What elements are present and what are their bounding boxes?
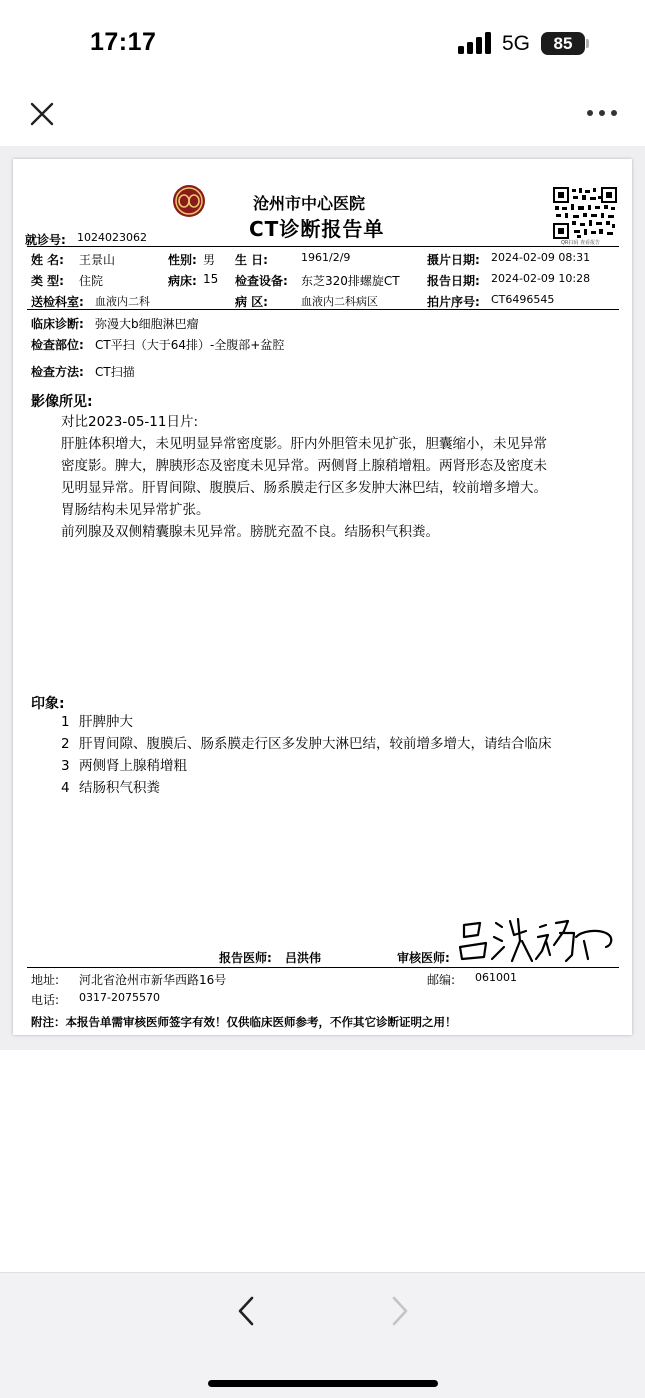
impression-item: 2 肝胃间隙、腹膜后、肠系膜走行区多发肿大淋巴结，较前增多增大，请结合临床	[61, 736, 552, 752]
clinical-diagnosis: 弥漫大b细胞淋巴瘤	[95, 317, 199, 331]
findings-line: 密度影。脾大，脾胰形态及密度未见异常。两侧肾上腺稍增粗。两肾形态及密度未	[61, 458, 547, 474]
patient-name: 王景山	[79, 253, 116, 267]
impression-list	[61, 711, 552, 799]
findings-line: 对比2023-05-11日片:	[61, 414, 199, 430]
bottom-toolbar	[0, 1272, 645, 1398]
patient-type: 住院	[79, 274, 104, 288]
postcode-label: 邮编:	[427, 973, 456, 987]
ward: 血液内二科病区	[301, 295, 378, 308]
report-date: 2024-02-09 10:28	[491, 272, 591, 285]
hospital-logo	[173, 185, 205, 217]
report-doctor-label: 报告医师:	[219, 951, 272, 965]
shoot-date: 2024-02-09 08:31	[491, 251, 591, 264]
hospital-name: 沧州市中心医院	[253, 194, 366, 213]
findings-text	[61, 411, 609, 543]
patient-sex: 男	[203, 253, 216, 267]
type-label: 类 型:	[31, 274, 64, 288]
department: 血液内二科	[95, 295, 150, 308]
film-no: CT6496545	[491, 293, 555, 306]
phone-label: 电话:	[31, 993, 60, 1007]
report-title: CT诊断报告单	[249, 217, 385, 241]
qr-code-icon	[553, 187, 617, 239]
visit-no-label: 就诊号:	[25, 233, 66, 247]
report-date-label: 报告日期:	[427, 274, 480, 288]
dept-label: 送检科室:	[31, 295, 84, 309]
sex-label: 性别:	[168, 253, 197, 267]
signal-icon	[458, 32, 492, 54]
disclaimer-note: 附注：本报告单需审核医师签字有效！仅供临床医师参考，不作其它诊断证明之用！	[31, 1015, 457, 1029]
status-bar	[0, 0, 645, 86]
clinical-label: 临床诊断:	[31, 317, 84, 331]
impression-label: 印象:	[31, 696, 65, 712]
divider	[27, 967, 619, 968]
address-label: 地址:	[31, 973, 60, 987]
device-label: 检查设备:	[235, 274, 288, 288]
method-label: 检查方法:	[31, 365, 84, 379]
phone: 0317-2075570	[79, 991, 160, 1004]
exam-part: CT平扫（大于64排）-全腹部+盆腔	[95, 338, 285, 352]
shoot-date-label: 摄片日期:	[427, 253, 480, 267]
review-doctor-label: 审核医师:	[397, 951, 450, 965]
ward-label: 病 区:	[235, 295, 268, 309]
qr-caption: QR扫码 查看报告	[561, 240, 600, 246]
home-indicator[interactable]	[208, 1380, 438, 1387]
divider	[27, 309, 619, 310]
dob-label: 生 日:	[235, 253, 268, 267]
impression-item: 1 肝脾肿大	[61, 714, 133, 730]
findings-line: 胃肠结构未见异常扩张。	[61, 502, 210, 518]
chevron-right-icon[interactable]	[384, 1293, 414, 1329]
more-horizontal-icon[interactable]	[585, 108, 619, 120]
visit-no: 1024023062	[77, 231, 147, 244]
bed-number: 15	[203, 272, 219, 286]
battery-icon: 85	[541, 32, 585, 55]
ct-report-page	[13, 159, 632, 1035]
divider	[27, 246, 619, 247]
findings-line: 肝脏体积增大，未见明显异常密度影。肝内外胆管未见扩张，胆囊缩小，未见异常	[61, 436, 547, 452]
name-label: 姓 名:	[31, 253, 64, 267]
chevron-left-icon[interactable]	[232, 1293, 262, 1329]
patient-dob: 1961/2/9	[301, 251, 351, 264]
top-nav	[0, 86, 645, 144]
findings-line: 前列腺及双侧精囊腺未见异常。膀胱充盈不良。结肠积气积粪。	[61, 524, 439, 540]
impression-item: 4 结肠积气积粪	[61, 780, 160, 796]
device: 东芝320排螺旋CT	[301, 274, 400, 288]
impression-item: 3 两侧肾上腺稍增粗	[61, 758, 187, 774]
address: 河北省沧州市新华西路16号	[79, 973, 227, 987]
report-doctor: 吕洪伟	[285, 951, 322, 965]
document-viewer[interactable]	[0, 146, 645, 1050]
battery-tip	[586, 39, 589, 48]
exam-method: CT扫描	[95, 365, 135, 379]
film-no-label: 拍片序号:	[427, 295, 480, 309]
close-icon[interactable]	[26, 98, 58, 130]
signature-image	[456, 911, 618, 971]
findings-label: 影像所见:	[31, 394, 93, 410]
network-type: 5G	[502, 32, 531, 55]
part-label: 检查部位:	[31, 338, 84, 352]
findings-line: 见明显异常。肝胃间隙、腹膜后、肠系膜走行区多发肿大淋巴结，较前增多增大。	[61, 480, 547, 496]
bed-label: 病床:	[168, 274, 197, 288]
postcode: 061001	[475, 971, 517, 984]
status-time: 17:17	[90, 28, 157, 56]
